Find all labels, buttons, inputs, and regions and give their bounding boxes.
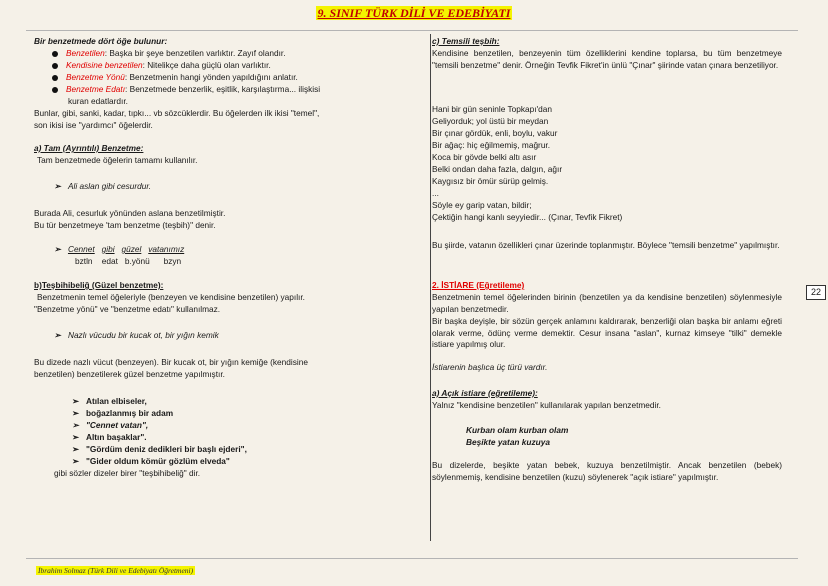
poem-line: Koca bir gövde belki altı asır [432,152,537,162]
temsili-expl: Bu şiirde, vatanın özellikleri çınar üzerinde toplanmıştır. Böylece "temsili benzetme" yapılmıştır. [432,240,780,250]
list-item: ➢ Atılan elbiseler, [72,396,147,406]
tam-heading: a) Tam (Ayrıntılı) Benzetme: [34,143,144,153]
poem-line: Geliyorduk; yol üstü bir meydan [432,116,549,126]
intro-heading: Bir benzetmede dört öğe bulunur: [34,36,168,46]
list-item: Kendisine benzetilen: Nitelikçe daha güçlü olan varlıktır. [52,60,271,72]
arrow-icon: ➢ [54,181,61,191]
acik-example: Beşikte yatan kuzuya [466,437,550,447]
poem-line: ... [432,188,439,198]
acik-expl: Bu dizelerde, beşikte yatan bebek, kuzuya benzetilmiştir. Ancak benzetilen (bebek) söylenmemiş, kendisine benzetilen (kuzu) söylenerek "açık istiare" yapılmıştır. [432,460,782,482]
column-divider [430,34,431,541]
istiare-desc: Benzetmenin temel öğelerinden birinin (benzetilen ya da kendisine benzetilen) söylenmesiyle yapılan benzetmedir. [432,292,782,314]
list-item: ➢ "Gider oldum kömür gözlüm elveda" [72,456,230,466]
arrow-icon: ➢ [54,244,61,254]
poem-line: Çektiğin hangi kanlı seyyiedir... (Çınar, Tevfik Fikret) [432,212,623,222]
tesbih-heading: b)Teşbihibeliğ (Güzel benzetme): [34,280,164,290]
bullet-icon [52,75,58,81]
tam-desc: Tam benzetmede öğelerin tamamı kullanılır. [37,155,198,165]
arrow-icon: ➢ [72,432,79,442]
list-item: Benzetme Edatı: Benzetmede benzerlik, eşitlik, karşılaştırma... ilişkisi [52,84,320,96]
tesbih-expl: Bu dizede nazlı vücut (benzeyen). Bir kucak ot, bir yığın kemiğe (kendisine [34,357,308,367]
acik-heading: a) Açık istiare (eğretileme): [432,388,538,398]
page-header [0,6,828,21]
tam-expl: Burada Ali, cesurluk yönünden aslana benzetilmiştir. [34,208,226,218]
footer-author: İbrahim Solmaz (Türk Dili ve Edebiyatı Öğretmeni) [38,566,194,575]
tam-example: ➢ Ali aslan gibi cesurdur. [54,181,152,191]
tesbih-expl: benzetilen) benzetilerek güzel benzetme yapılmıştır. [34,369,225,379]
page-title: 9. SINIF TÜRK DİLİ VE EDEBİYATI [317,6,511,20]
bullet-icon [52,63,58,69]
tam-expl: Bu tür benzetmeye 'tam benzetme (teşbih)" denir. [34,220,216,230]
temsili-desc: Kendisine benzetilen, benzeyenin tüm özelliklerini kendine toplarsa, bu tüm benzetmeye "temsili benzetme" denir. Örneğin Tevfik Fikret'in ünlü "Çınar" şiirinde vatan çınara benzetiliyor. [432,48,782,70]
bullet-icon [52,51,58,57]
page-number: 22 [806,285,826,300]
list-item: ➢ Altın başaklar". [72,432,147,442]
list-item: ➢ boğazlanmış bir adam [72,408,174,418]
istiare-types: İstiarenin başlıca üç türü vardır. [432,362,548,372]
list-item: Benzetme Yönü: Benzetmenin hangi yönden yapıldığını anlatır. [52,72,298,84]
bullet-icon [52,87,58,93]
list-item-cont: kuran edatlardır. [68,96,128,106]
edat-para: son ikisi ise "yardımcı" öğelerdir. [34,120,153,130]
arrow-icon: ➢ [72,396,79,406]
tam-labels: bztln edat b.yönü bzyn [75,256,182,266]
poem-line: Söyle ey garip vatan, bildir; [432,200,532,210]
list-item: Benzetilen: Başka bir şeye benzetilen varlıktır. Zayıf olandır. [52,48,286,60]
tesbih-example: ➢ Nazlı vücudu bir kucak ot, bir yığın kemik [54,330,219,340]
arrow-icon: ➢ [72,420,79,430]
poem-line: Bir ağaç: hiç eğilmemiş, mağrur. [432,140,551,150]
edat-para: Bunlar, gibi, sanki, kadar, tıpkı... vb sözcüklerdir. Bu öğelerden ilk ikisi "temel", [34,108,320,118]
acik-desc: Yalnız "kendisine benzetilen" kullanılarak yapılan benzetmedir. [432,400,661,410]
istiare-desc2: Bir başka deyişle, bir sözün gerçek anlamını kaldırarak, benzerliği olan başka bir anlamı eğreti olarak verme, ödünç verme demektir. Cesur insana "aslan", kurnaz kimseye "tilki" demekle istiare yapılmış olur. [432,316,782,350]
tam-words: ➢ Cennet gibi güzel vatanımız [54,244,185,254]
arrow-icon: ➢ [54,330,61,340]
tesbih-desc: "Benzetme yönü" ve "benzetme edatı" kullanılmaz. [34,304,221,314]
temsili-heading: c) Temsili teşbih: [432,36,500,46]
poem-line: Belki ondan daha fazla, dalgın, ağır [432,164,563,174]
arrow-icon: ➢ [72,444,79,454]
list-item: ➢ "Cennet vatan", [72,420,149,430]
list-item: ➢ "Gördüm deniz dedikleri bir başlı ejderi", [72,444,247,454]
arrow-icon: ➢ [72,456,79,466]
poem-line: Kaygısız bir ömür sürüp gelmiş. [432,176,549,186]
istiare-heading: 2. İSTİARE (Eğretileme) [432,280,525,290]
acik-example: Kurban olam kurban olam [466,425,569,435]
arrow-icon: ➢ [72,408,79,418]
tesbih-closing: gibi sözler dizeler birer "teşbihibeliğ" dir. [54,468,201,478]
tesbih-desc: Benzetmenin temel öğeleriyle (benzeyen ve kendisine benzetilen) yapılır. [37,292,305,302]
poem-line: Hani bir gün seninle Topkapı'dan [432,104,552,114]
poem-line: Bir çınar gördük, enli, boylu, vakur [432,128,558,138]
